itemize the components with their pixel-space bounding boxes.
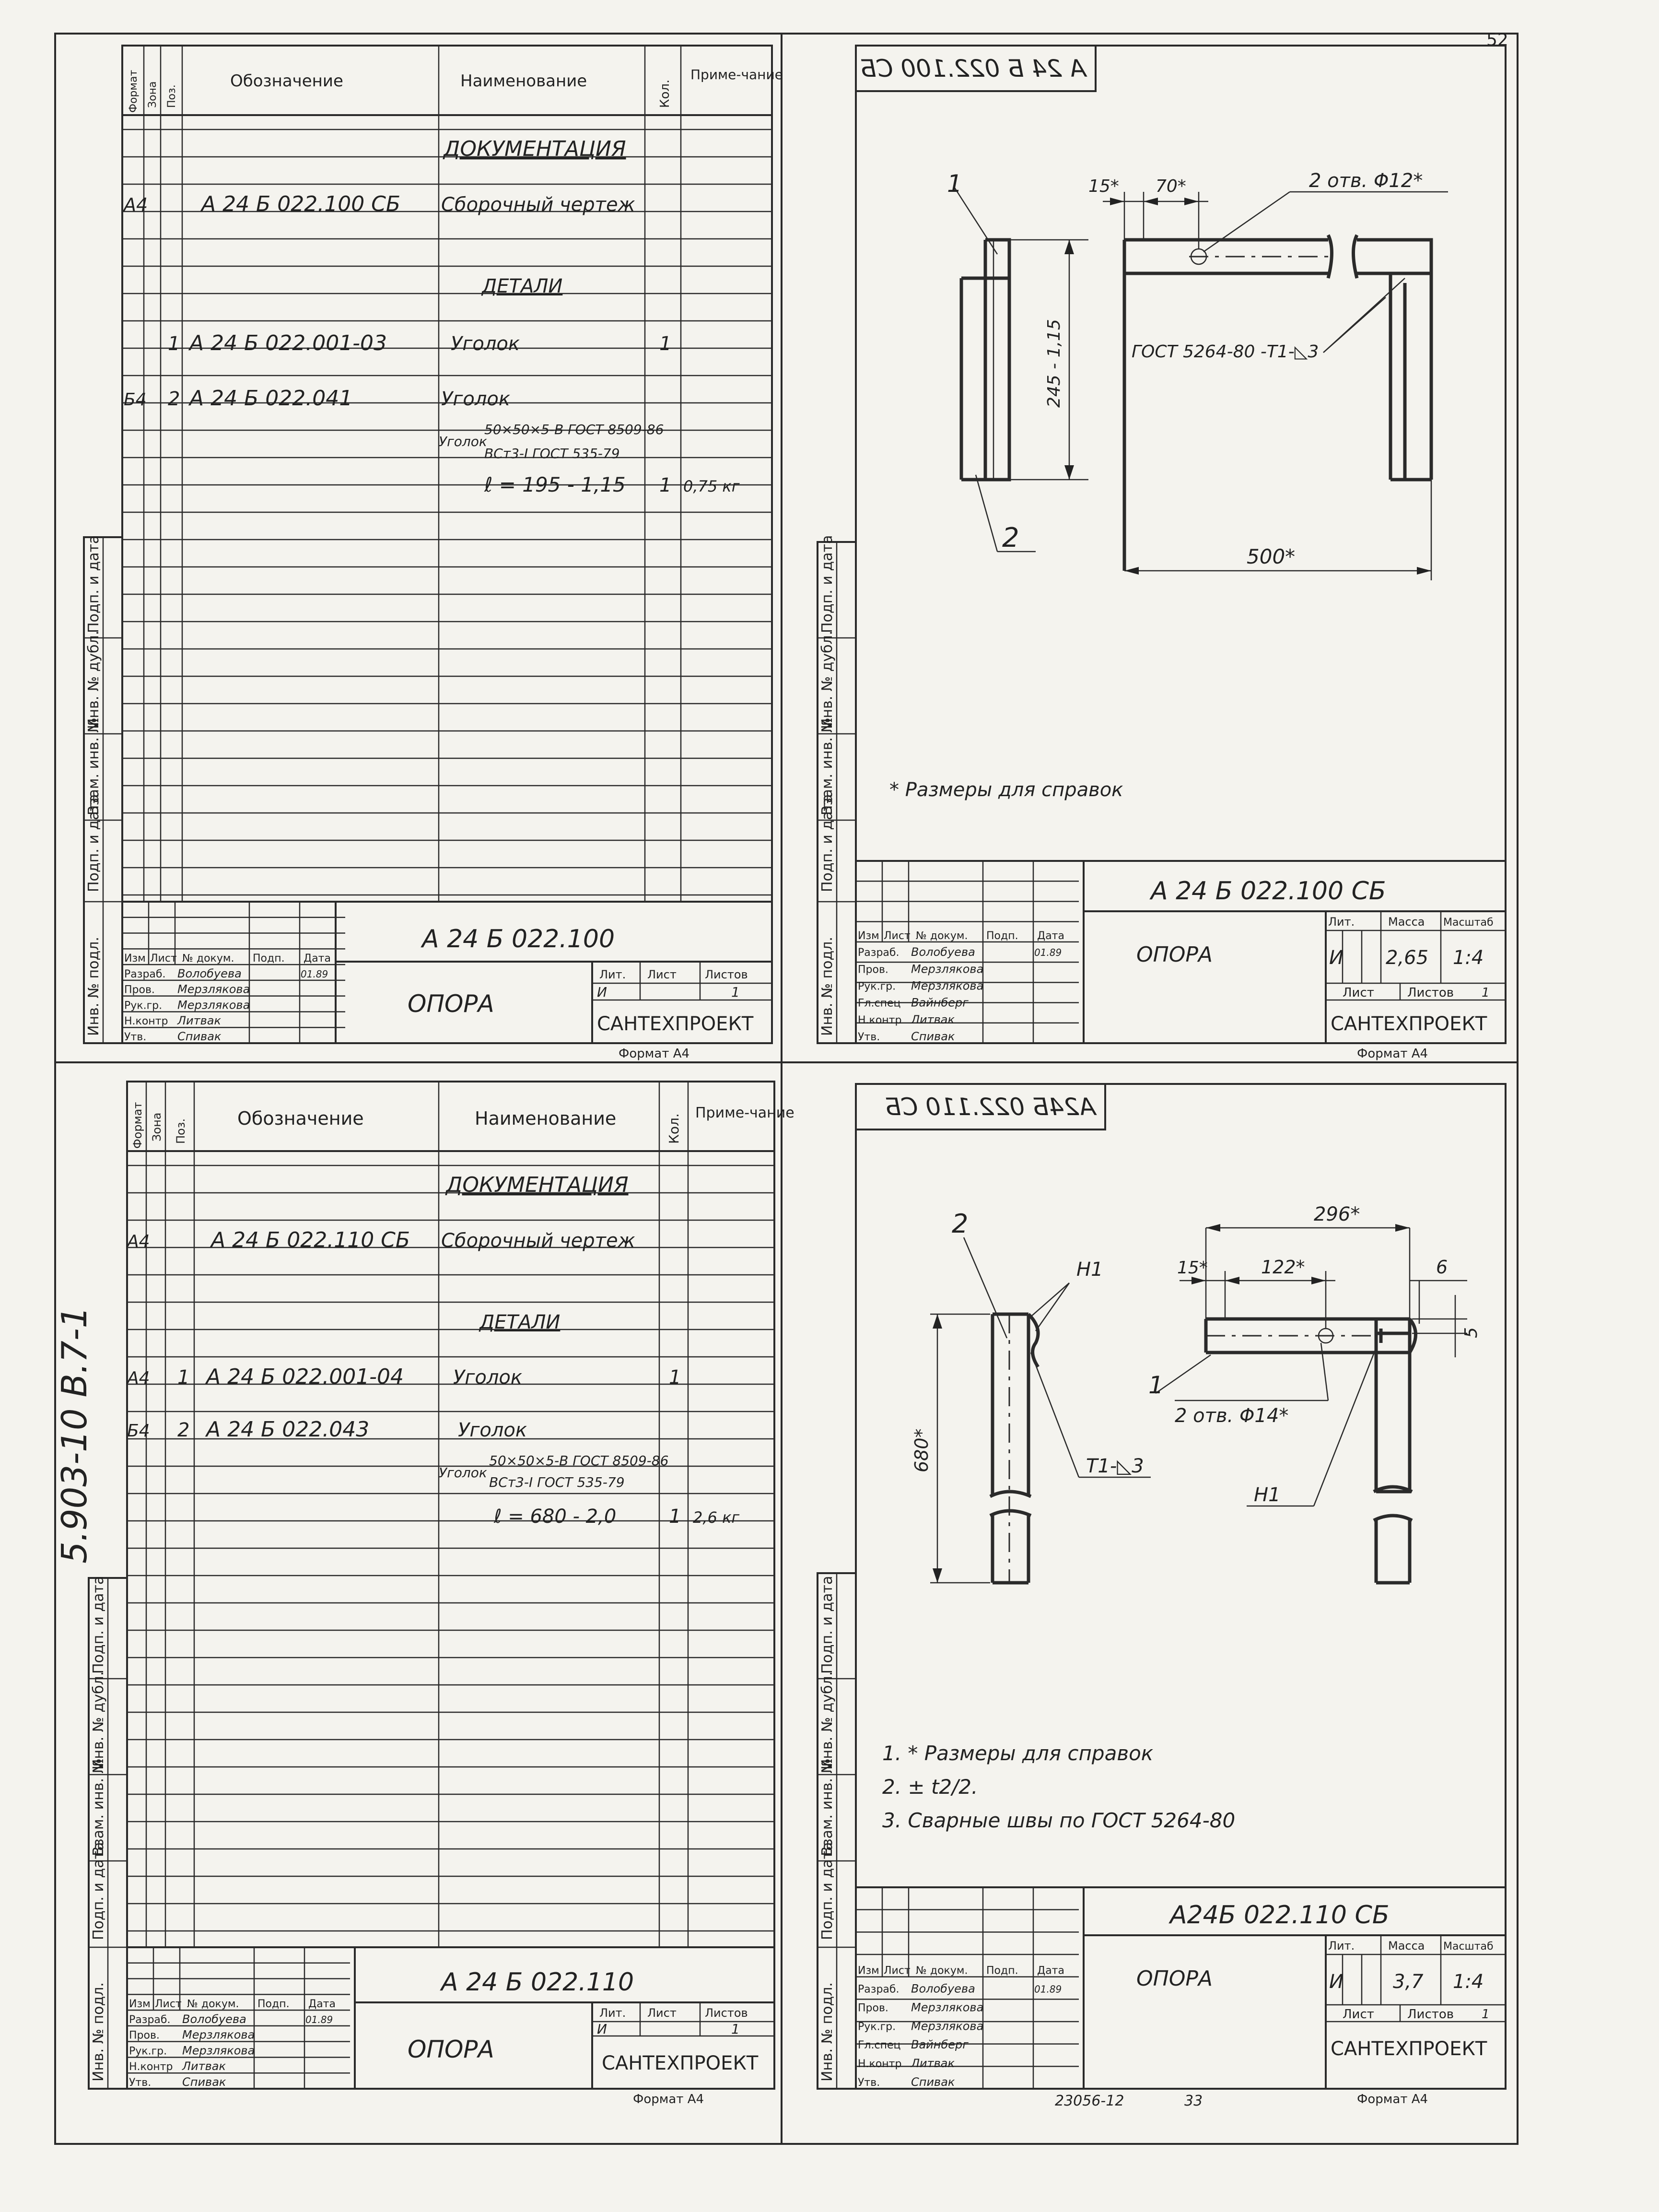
spec2-h-zone: Зона [150, 1112, 164, 1141]
spec2-lit-value: И [597, 2021, 607, 2037]
stamp4text-list-label: Лист [884, 1965, 911, 1977]
spec2-length-mass: 2,6 кг [693, 1508, 740, 1527]
draw1-dim-height: 245 - 1,15 [1044, 319, 1064, 408]
spec1-row2-name: Уголок [451, 333, 520, 355]
stamp4text-data-label: Дата [1037, 1965, 1064, 1977]
spec2-row1-fmt: А4 [127, 1232, 150, 1251]
stamp3text-ndoc-label: № докум. [187, 1998, 239, 2011]
draw1-side-label-2: Подп. и дата [819, 794, 836, 892]
stamp2text-utv-label: Утв. [858, 1031, 880, 1043]
draw1-code: А 24 Б 022.100 СБ [1151, 877, 1386, 906]
spec2-row2-pos: 1 [177, 1366, 190, 1388]
spec2-h-name: Наименование [475, 1108, 617, 1129]
side-label-4: Инв. № дубл. [85, 630, 102, 729]
stamp4text-podp-label: Подп. [986, 1965, 1018, 1977]
stamp3text-list-label: Лист [155, 1998, 182, 2011]
stamp2text-razrab-label: Разраб. [858, 947, 900, 959]
draw2-scale-value: 1:4 [1453, 1971, 1484, 1993]
spec1-length-mass: 0,75 кг [683, 477, 740, 495]
stamp4text-razrab-name: Волобуева [911, 1982, 975, 1996]
draw1-mass-label: Масса [1388, 915, 1425, 929]
draw1-listov-label: Листов [1407, 986, 1454, 1000]
stamp2text-nkontr-label: Н.контр [858, 1014, 902, 1026]
stamp2text-utv-name: Спивак [911, 1030, 955, 1043]
spec2-h-format: Формат [131, 1102, 144, 1149]
draw2-format: Формат А4 [1357, 2092, 1428, 2106]
draw1-title: ОПОРА [1136, 942, 1213, 967]
spec-sheet-2 [54, 1082, 794, 2106]
draw2-scale-label: Масштаб [1443, 1941, 1494, 1953]
stamp3text-data-label: Дата [308, 1998, 336, 2011]
draw2-title: ОПОРА [1136, 1966, 1213, 1991]
spec2-side-label-5: Подп. и дата [90, 1576, 107, 1674]
spec1-row3-pos: 2 [168, 388, 180, 410]
spec2-side-label-4: Инв. № дубл. [90, 1671, 107, 1770]
stamp2text-data-label: Дата [1037, 930, 1064, 942]
draw1-scale-value: 1:4 [1453, 947, 1484, 969]
spec2-row2-qty: 1 [669, 1366, 681, 1388]
spec2-lit-label: Лит. [599, 2006, 626, 2020]
spec-sheet-1 [84, 46, 783, 1061]
spec2-side-label-1: Инв. № подл. [90, 1982, 107, 2082]
draw1-dim-500: 500* [1247, 545, 1296, 568]
stamp3text-razrab-name: Волобуева [182, 2012, 246, 2026]
draw1-lit-value: И [1329, 947, 1344, 969]
stamp4text-nkontr-name: Литвак [911, 2057, 955, 2071]
draw2-note-1: 1. * Размеры для справок [882, 1741, 1154, 1765]
stamp4text-razrab-label: Разраб. [858, 1983, 900, 1996]
stamp2text-ruk-name: Мерзлякова [911, 979, 984, 993]
stamp2text-podp-label: Подп. [986, 930, 1018, 942]
spec2-h-designation: Обозначение [237, 1108, 364, 1129]
draw2-right-view [1148, 1203, 1481, 1583]
side-label-2: Подп. и дата [85, 794, 102, 892]
stamp1text-razrab-label: Разраб. [124, 968, 166, 980]
draw2-pos1: 1 [1148, 1371, 1164, 1399]
stamp1text-data-label: Дата [304, 953, 331, 965]
stamp4text-nkontr-label: Н.контр [858, 2058, 902, 2071]
draw1-pos2: 2 [1002, 522, 1019, 553]
stamp1text-prov-label: Пров. [124, 984, 155, 996]
stamp1text-ruk-name: Мерзлякова [177, 998, 250, 1012]
spec1-length-qty: 1 [659, 474, 672, 496]
stamp2text-ruk-label: Рук.гр. [858, 980, 896, 993]
draw2-holes: 2 отв. Φ14* [1175, 1405, 1289, 1427]
spec2-row1-des: А 24 Б 022.110 СБ [211, 1228, 410, 1252]
drawing-sheet-1 [818, 46, 1506, 1061]
drawing-sheet-2 [818, 1084, 1506, 2109]
spec2-section-parts: ДЕТАЛИ [479, 1311, 561, 1333]
stamp4text-utv-label: Утв. [858, 2077, 880, 2089]
stamp4text-ndoc-label: № докум. [916, 1965, 968, 1977]
draw2-dim-5: 5 [1461, 1327, 1481, 1338]
spec1-list-label: Лист [647, 968, 677, 981]
side-label-1: Инв. № подл. [85, 937, 102, 1036]
stamp1text-date: 01.89 [301, 968, 328, 980]
spec2-row2-des: А 24 Б 022.001-04 [206, 1365, 404, 1389]
stamp2text-glspec-name: Вайнберг [911, 996, 969, 1010]
stamp2text-prov-label: Пров. [858, 964, 888, 976]
spec2-side-label-2: Подп. и дата [90, 1842, 107, 1940]
spec1-lit-label: Лит. [599, 968, 626, 981]
spec2-side-label-3: Взам. инв. № [90, 1758, 107, 1856]
draw2-side-label-5: Подп. и дата [819, 1576, 836, 1674]
spec2-h-note: Приме-чание [695, 1105, 794, 1121]
stamp2text-list-label: Лист [884, 930, 911, 942]
spec1-lit-value: И [597, 984, 607, 1000]
draw2-listov-label: Листов [1407, 2007, 1454, 2022]
spec2-listov-label: Листов [705, 2006, 748, 2020]
spec2-row1-name: Сборочный чертеж [441, 1230, 635, 1252]
side-label-3: Взам. инв. № [85, 718, 102, 815]
spec2-row3-pos: 2 [177, 1419, 190, 1441]
spec1-org: САНТЕХПРОЕКТ [597, 1013, 754, 1035]
stamp1text-nkontr-name: Литвак [177, 1014, 221, 1028]
spec1-row3-name: Уголок [441, 388, 511, 410]
stamp2text-date: 01.89 [1034, 947, 1062, 959]
spec1-material-top: 50×50×5-В ГОСТ 8509-86 [484, 422, 664, 437]
spec1-material-bottom: ВСт3-I ГОСТ 535-79 [484, 446, 620, 461]
bottom-page: 33 [1184, 2093, 1203, 2109]
stamp3text-ruk-label: Рук.гр. [129, 2045, 167, 2058]
stamp4text-glspec-label: Гл.спец [858, 2039, 901, 2052]
draw2-dim-296: 296* [1314, 1203, 1360, 1225]
draw1-holes: 2 отв. Φ12* [1309, 170, 1423, 192]
draw2-h1-bottom: Н1 [1254, 1484, 1281, 1506]
draw2-code: А24Б 022.110 СБ [1170, 1901, 1390, 1930]
stamp3text-nkontr-label: Н.контр [129, 2061, 173, 2073]
spec1-listov-value: 1 [731, 984, 740, 1000]
spec1-format: Формат А4 [619, 1047, 690, 1061]
spec2-org: САНТЕХПРОЕКТ [602, 2052, 759, 2074]
spec2-h-qty: Кол. [666, 1113, 682, 1144]
spec2-material-bottom: ВСт3-I ГОСТ 535-79 [489, 1474, 625, 1490]
stamp4text-izm-label: Изм [858, 1965, 879, 1977]
spec1-row1-fmt: А4 [124, 194, 148, 215]
stamp4text-prov-label: Пров. [858, 2002, 888, 2014]
draw1-dim-70: 70* [1156, 176, 1186, 196]
draw1-format: Формат А4 [1357, 1047, 1428, 1061]
stamp1text-utv-name: Спивак [177, 1030, 222, 1043]
draw1-dim-15: 15* [1088, 176, 1119, 196]
draw2-org: САНТЕХПРОЕКТ [1331, 2038, 1487, 2060]
spec2-row2-fmt: А4 [127, 1368, 150, 1388]
stamp4text-date: 01.89 [1034, 1983, 1062, 1995]
spec2-material-prefix: Уголок [439, 1465, 487, 1481]
stamp4text-ruk-label: Рук.гр. [858, 2021, 896, 2033]
draw2-note-2: 2. ± t2/2. [882, 1775, 978, 1799]
spec1-row1-des: А 24 Б 022.100 СБ [201, 192, 401, 216]
spec1-doc-code: А 24 Б 022.100 [422, 925, 615, 953]
draw2-dim-6: 6 [1436, 1257, 1448, 1278]
stamp2text-glspec-label: Гл.спец [858, 997, 901, 1010]
draw2-lit-label: Лит. [1328, 1939, 1355, 1953]
spec2-section-docs: ДОКУМЕНТАЦИЯ [446, 1173, 629, 1197]
draw2-dim-122: 122* [1261, 1257, 1305, 1278]
stamp4text-glspec-name: Вайнберг [911, 2038, 969, 2052]
spec2-row3-des: А 24 Б 022.043 [206, 1417, 370, 1442]
draw2-side-label-2: Подп. и дата [819, 1842, 836, 1940]
spec1-row1-name: Сборочный чертеж [441, 194, 635, 216]
stamp3text-utv-label: Утв. [129, 2077, 152, 2089]
stamp2text-razrab-name: Волобуева [911, 945, 975, 959]
stamp3text-prov-label: Пров. [129, 2029, 160, 2042]
spec1-row2-des: А 24 Б 022.001-03 [189, 331, 387, 355]
spec1-length: ℓ = 195 - 1,15 [484, 473, 626, 496]
draw2-side-label-3: Взам. инв. № [819, 1758, 836, 1856]
spec2-row3-fmt: Б4 [127, 1421, 150, 1441]
spec2-list-label: Лист [647, 2006, 677, 2020]
spec1-h-pos: Поз. [166, 84, 178, 108]
spec1-row2-pos: 1 [168, 333, 180, 355]
draw1-side-label-4: Инв. № дубл. [819, 630, 836, 729]
draw2-list-label: Лист [1343, 2007, 1374, 2022]
spec1-h-name: Наименование [460, 71, 587, 91]
stamp3text-prov-name: Мерзлякова [182, 2028, 255, 2042]
spec1-h-qty: Кол. [658, 79, 672, 108]
draw1-org: САНТЕХПРОЕКТ [1331, 1013, 1487, 1035]
spec1-row3-fmt: Б4 [124, 390, 147, 410]
draw1-list-label: Лист [1343, 986, 1374, 1000]
draw1-side-label-3: Взам. инв. № [819, 718, 836, 815]
stamp3text-izm-label: Изм [129, 1998, 151, 2011]
draw2-weld: Т1-◺3 [1086, 1455, 1144, 1477]
page-number: 52 [1486, 30, 1508, 50]
stamp1text-utv-label: Утв. [124, 1031, 147, 1043]
draw2-pos2: 2 [952, 1209, 969, 1239]
draw2-h1-top: Н1 [1076, 1259, 1103, 1281]
series-code: 5.903-10 В.7-1 [54, 1306, 94, 1564]
draw1-code-mirrored: А 24 Б 022.100 СБ [860, 55, 1086, 82]
stamp1text-nkontr-label: Н.контр [124, 1015, 168, 1028]
spec2-h-pos: Поз. [174, 1118, 187, 1144]
stamp3text-razrab-label: Разраб. [129, 2013, 171, 2026]
stamp1text-list-label: Лист [150, 953, 177, 965]
draw2-dim-15: 15* [1177, 1258, 1208, 1278]
bottom-stamp: 23056-12 [1055, 2093, 1124, 2109]
spec2-title: ОПОРА [408, 2036, 494, 2063]
draw1-weld: ГОСТ 5264-80 -Т1-◺3 [1132, 342, 1319, 362]
spec1-section-parts: ДЕТАЛИ [482, 275, 563, 297]
stamp4text-prov-name: Мерзлякова [911, 2000, 984, 2014]
stamp3text-date: 01.89 [305, 2013, 333, 2025]
draw1-side-label-1: Инв. № подл. [819, 937, 836, 1036]
draw1-listov-value: 1 [1482, 986, 1490, 1000]
stamp2text-ndoc-label: № докум. [916, 930, 968, 942]
draw1-note: * Размеры для справок [889, 779, 1123, 801]
spec2-listov-value: 1 [731, 2021, 740, 2037]
draw1-scale-label: Масштаб [1443, 917, 1494, 929]
stamp4text-utv-name: Спивак [911, 2075, 955, 2089]
spec2-row3-name: Уголок [458, 1419, 527, 1441]
draw2-left-view [911, 1209, 1151, 1583]
stamp3text-ruk-name: Мерзлякова [182, 2044, 255, 2058]
spec2-length: ℓ = 680 - 2,0 [494, 1506, 617, 1528]
spec2-row2-name: Уголок [453, 1366, 523, 1388]
spec2-material-top: 50×50×5-В ГОСТ 8509-86 [489, 1453, 669, 1469]
stamp1text-ruk-label: Рук.гр. [124, 1000, 163, 1012]
spec2-format: Формат А4 [633, 2092, 704, 2106]
stamp3text-podp-label: Подп. [257, 1998, 290, 2011]
spec2-length-qty: 1 [669, 1506, 681, 1528]
draw1-right-view [1088, 170, 1448, 580]
spec1-section-docs: ДОКУМЕНТАЦИЯ [444, 137, 626, 161]
side-label-5: Подп. и дата [85, 535, 102, 633]
spec1-h-format: Формат [128, 70, 140, 113]
spec1-title: ОПОРА [408, 990, 494, 1018]
stamp2text-izm-label: Изм [858, 930, 879, 942]
draw2-note-3: 3. Сварные швы по ГОСТ 5264-80 [882, 1809, 1236, 1832]
spec1-row3-des: А 24 Б 022.041 [189, 386, 353, 411]
draw1-left-view [947, 170, 1088, 553]
draw2-listov-value: 1 [1482, 2007, 1490, 2022]
draw2-dim-680: 680* [911, 1428, 932, 1472]
stamp3text-utv-name: Спивак [182, 2075, 226, 2089]
stamp1text-prov-name: Мерзлякова [177, 982, 250, 996]
spec1-h-designation: Обозначение [230, 71, 343, 91]
stamp3text-nkontr-name: Литвак [182, 2059, 226, 2073]
spec1-row2-qty: 1 [659, 333, 672, 355]
spec2-doc-code: А 24 Б 022.110 [441, 1968, 634, 1997]
stamp1text-razrab-name: Волобуева [177, 966, 242, 980]
spec1-material-prefix: Уголок [439, 434, 487, 449]
draw2-mass-value: 3,7 [1393, 1971, 1424, 1993]
draw1-pos1: 1 [947, 170, 962, 198]
draw1-lit-label: Лит. [1328, 915, 1355, 929]
spec1-listov-label: Листов [705, 968, 748, 981]
draw2-code-mirrored: А24Б 022.110 СБ [885, 1093, 1096, 1121]
spec1-h-note: Приме-чание [690, 67, 783, 82]
spec1-h-zone: Зона [147, 81, 159, 108]
draw1-side-label-5: Подп. и дата [819, 535, 836, 633]
draw2-lit-value: И [1329, 1971, 1344, 1993]
stamp4text-ruk-name: Мерзлякова [911, 2019, 984, 2033]
draw2-side-label-4: Инв. № дубл. [819, 1671, 836, 1770]
draw2-mass-label: Масса [1388, 1939, 1425, 1953]
stamp1text-izm-label: Изм [124, 953, 146, 965]
stamp1text-ndoc-label: № докум. [182, 953, 234, 965]
stamp2text-prov-name: Мерзлякова [911, 962, 984, 976]
draw2-side-label-1: Инв. № подл. [819, 1982, 836, 2082]
draw1-mass-value: 2,65 [1386, 947, 1429, 969]
stamp2text-nkontr-name: Литвак [911, 1012, 955, 1026]
stamp1text-podp-label: Подп. [253, 953, 285, 965]
